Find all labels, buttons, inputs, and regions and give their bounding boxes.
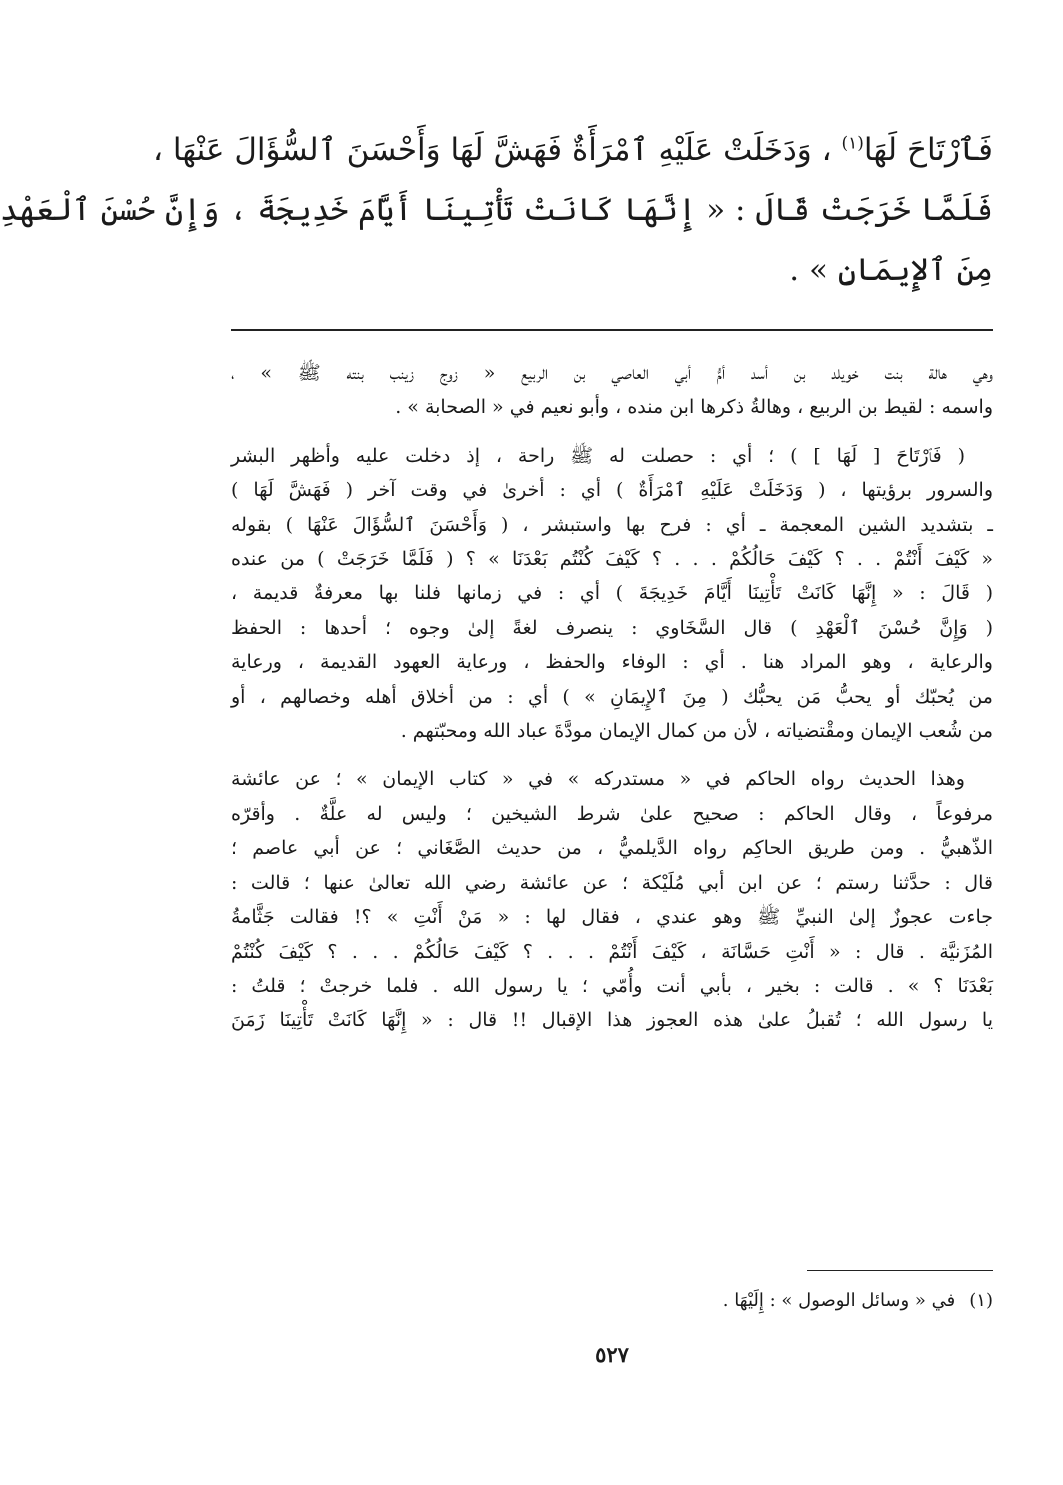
commentary-line: والرعاية ، وهو المراد هنا . أي : الوفاء والحفظ ، ورعاية العهود القديمة ، ورعاية bbox=[231, 651, 993, 674]
commentary-paragraph-3 bbox=[231, 762, 993, 1037]
hadith-line-1-start: فَٱرْتَاحَ لَهَا bbox=[863, 132, 993, 168]
hadith-line-1 bbox=[153, 120, 993, 180]
commentary-line: واسمه : لقيط بن الربيع ، وهالةُ ذكرها ابن منده ، وأبو نعيم في « الصحابة » . bbox=[395, 396, 993, 419]
commentary-line: ( وَإِنَّ حُسْنَ ٱلْعَهْدِ ) قال السَّخَاوي : ينصرف لغةً إلىٰ وجوه ؛ أحدها : الحفظ bbox=[231, 616, 993, 639]
commentary-line: وهي هالة بنت خويلد بن أسد أمُّ أبي العاصي بن الربيع « زوج زينب بنته ﷺ » ، bbox=[231, 362, 993, 384]
hadith-line-1-end: ، وَدَخَلَتْ عَلَيْهِ ٱمْرَأَةٌ فَهَشَّ لَهَا وَأَحْسَنَ ٱلسُّؤَالَ عَنْهَا ، bbox=[153, 132, 832, 168]
commentary-line: الذّهبيُّ . ومن طريق الحاكِم رواه الدَّيلميُّ ، من حديث الصَّغَاني ؛ عن أبي عاصم ؛ bbox=[231, 837, 993, 860]
hadith-line-2: فَلَمَّا خَرَجَتْ قَالَ : « إِنَّهَا كَانَتْ تَأْتِينَا أَيَّامَ خَدِيجَةَ ، وَإِنَّ حُسْنَ ٱلْعَهْدِ bbox=[0, 192, 993, 228]
commentary-line: ( فَٱرْتَاحَ [ لَهَا ] ) ؛ أي : حصلت له ﷺ راحة ، إذ دخلت عليه وأظهر البشر bbox=[231, 444, 965, 467]
commentary-line: المُزَنيَّة . قال : « أَنْتِ حَسَّانَة ، كَيْفَ أَنْتُمْ . . . ؟ كَيْفَ حَالُكُمْ . . . ؟ كَيْفَ كُنْتُمْ bbox=[231, 940, 993, 963]
commentary-line: ـ بتشديد الشين المعجمة ـ أي : فرح بها واستبشر ، ( وَأَحْسَنَ ٱلسُّؤَالَ عَنْهَا ) بقوله bbox=[231, 513, 993, 536]
commentary-line: « كَيْفَ أَنْتُمْ . . ؟ كَيْفَ حَالُكُمْ . . . ؟ كَيْفَ كُنْتُم بَعْدَنَا » ؟ ( فَلَمَّا خَرَجَتْ ) من عنده bbox=[231, 548, 993, 571]
footnote-separator-rule bbox=[807, 1270, 993, 1271]
commentary-line: والسرور برؤيتها ، ( وَدَخَلَتْ عَلَيْهِ ٱمْرَأَةٌ ) أي : أخرىٰ في وقت آخر ( فَهَشَّ لَهَا ) bbox=[231, 479, 993, 502]
commentary-line: من يُحبّك أو يحبُّ مَن يحبُّك ( مِنَ ٱلإِيمَانِ » ) أي : من أخلاق أهله وخصالهم ، أو bbox=[231, 685, 993, 708]
footnote bbox=[231, 1286, 993, 1316]
commentary-line: بَعْدَنَا ؟ » . قالت : بخير ، بأبي أنت وأُمّي ؛ يا رسول الله . فلما خرجتْ ؛ قلتُ : bbox=[231, 974, 993, 997]
page-number: ٥٢٧ bbox=[595, 1342, 629, 1367]
commentary-line: جاءت عجوزٌ إلىٰ النبيِّ ﷺ وهو عندي ، فقال لها : « مَنْ أَنْتِ » ؟! فقالت جَثَّامةُ bbox=[231, 906, 993, 929]
commentary-line: مرفوعاً ، وقال الحاكم : صحيح علىٰ شرط الشيخين ؛ وليس له علَّةٌ . وأقرّه bbox=[231, 802, 993, 825]
commentary-line: ( قَالَ : « إِنَّهَا كَانَتْ تَأْتِينَا أَيَّامَ خَدِيجَةَ ) أي : في زمانها فلنا بها معرفةٌ قديمة ، bbox=[231, 582, 993, 605]
footnote-number: (١) bbox=[969, 1290, 993, 1311]
commentary-line: قال : حدَّثنا رستم ؛ عن ابن أبي مُلَيْكة ؛ عن عائشة رضي الله تعالىٰ عنها ؛ قالت : bbox=[231, 871, 993, 894]
hadith-line-3: مِنَ ٱلإِيمَانِ » . bbox=[789, 252, 993, 288]
commentary-paragraph-1 bbox=[231, 356, 993, 425]
commentary-line: يا رسول الله ؛ تُقبلُ علىٰ هذه العجوز هذا الإقبال !! قال : « إِنَّهَا كَانَتْ تَأْتِينَا زَمَنَ bbox=[231, 1009, 993, 1032]
footnote-text: في « وسائل الوصول » : إِلَيْهَا . bbox=[722, 1290, 956, 1311]
commentary-line: وهذا الحديث رواه الحاكم في « مستدركه » في « كتاب الإيمان » ؛ عن عائشة bbox=[231, 768, 965, 791]
footnote-reference-marker: (١) bbox=[841, 133, 864, 154]
main-separator-rule bbox=[231, 329, 993, 331]
commentary-section bbox=[231, 356, 993, 1038]
commentary-paragraph-2 bbox=[231, 439, 993, 749]
commentary-line: من شُعب الإيمان ومقْتضياته ، لأن من كمال الإيمان مودَّةَ عباد الله ومحبّتهم . bbox=[400, 720, 993, 743]
hadith-text bbox=[0, 120, 993, 300]
